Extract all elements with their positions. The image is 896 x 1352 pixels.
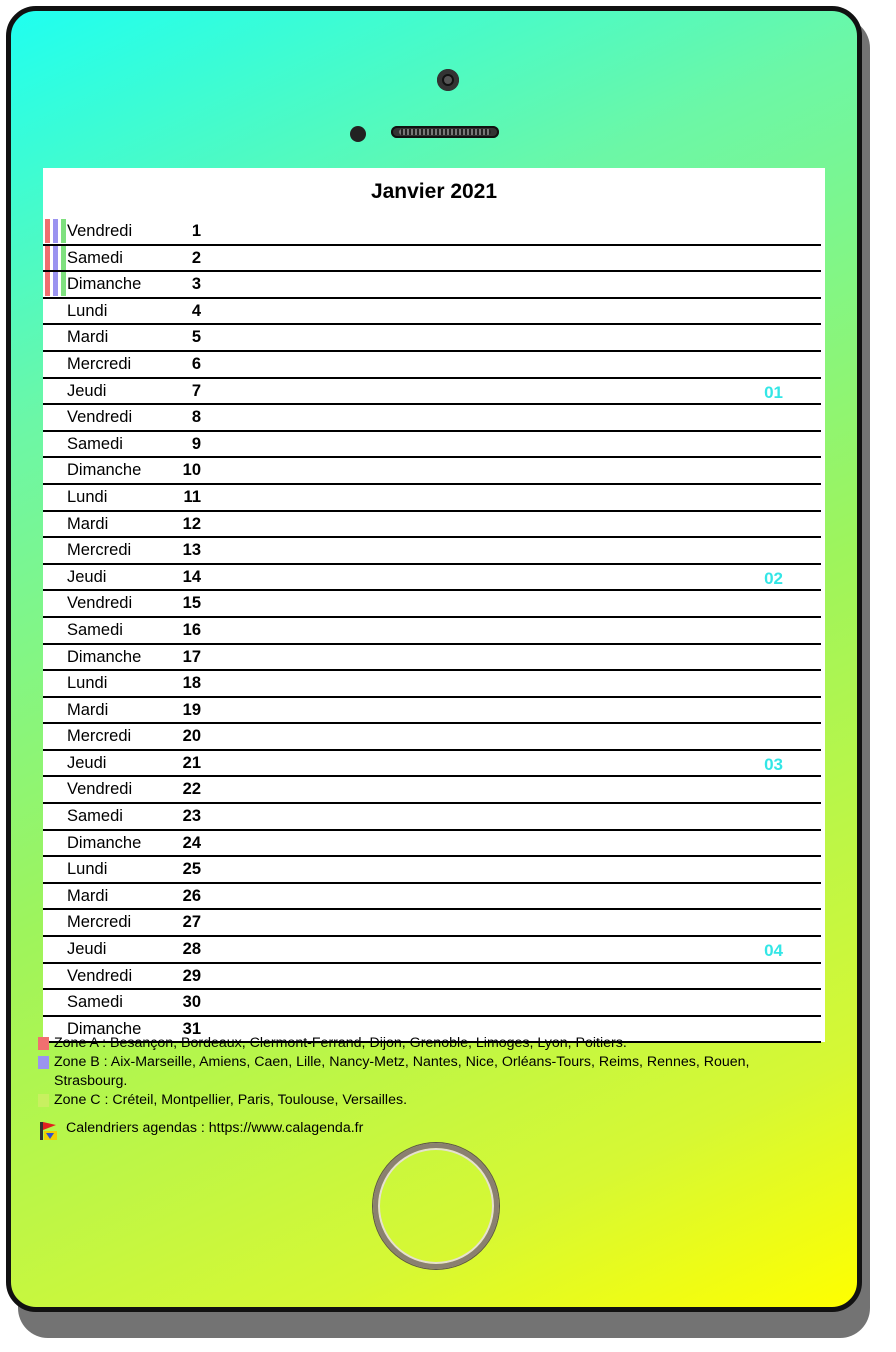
day-row	[43, 910, 821, 937]
day-number: 13	[182, 541, 201, 560]
day-number: 23	[182, 807, 201, 826]
day-number: 22	[182, 780, 201, 799]
holiday-zone-marker	[61, 272, 66, 296]
footer-link[interactable]: Calendriers agendas : https://www.calagenda.fr	[66, 1120, 364, 1136]
day-number: 19	[182, 700, 201, 719]
day-number: 30	[182, 993, 201, 1012]
day-number: 28	[182, 940, 201, 959]
day-name: Vendredi	[67, 222, 133, 240]
week-number: 02	[764, 568, 783, 588]
day-row	[43, 804, 821, 831]
day-name: Jeudi	[67, 940, 107, 959]
zone-c-swatch	[38, 1094, 49, 1107]
day-row	[43, 272, 821, 299]
home-button[interactable]	[373, 1143, 499, 1269]
day-name: Mercredi	[67, 541, 132, 560]
day-number: 7	[191, 381, 201, 400]
day-row	[43, 512, 821, 539]
week-number: 03	[764, 754, 783, 774]
zone-b-swatch	[38, 1056, 49, 1069]
day-name: Dimanche	[67, 275, 142, 294]
day-number: 29	[182, 966, 201, 985]
day-name: Mardi	[67, 886, 109, 905]
day-row	[43, 219, 821, 246]
day-name: Jeudi	[67, 567, 107, 586]
calendar-title: Janvier 2021	[370, 180, 498, 203]
day-number: 12	[182, 514, 201, 533]
camera-icon	[437, 69, 459, 91]
day-number: 27	[182, 913, 201, 932]
footer-credit	[36, 1120, 363, 1136]
day-row	[43, 565, 821, 592]
day-row	[43, 698, 821, 725]
day-number: 31	[182, 1019, 201, 1038]
legend-zone-b	[36, 1053, 816, 1091]
day-row	[43, 964, 821, 991]
day-number: 11	[183, 487, 201, 506]
day-row	[43, 937, 821, 964]
day-name: Vendredi	[67, 780, 133, 799]
day-row	[43, 591, 821, 618]
holiday-zone-marker	[53, 272, 58, 296]
day-name: Mercredi	[67, 354, 132, 373]
holiday-zone-marker	[53, 246, 58, 270]
day-row	[43, 645, 821, 672]
day-name: Dimanche	[67, 833, 142, 852]
day-number: 24	[182, 833, 201, 852]
week-number: 01	[764, 382, 783, 402]
day-row	[43, 884, 821, 911]
calendar-flag-icon	[38, 1120, 60, 1142]
day-row	[43, 458, 821, 485]
legend-zone-a-text: Zone A : Besançon, Bordeaux, Clermont-Ferrand, Dijon, Grenoble, Limoges, Lyon, Poitiers.	[54, 1035, 627, 1051]
day-name: Mardi	[67, 514, 109, 533]
day-number: 10	[182, 461, 201, 480]
holiday-zone-marker	[45, 246, 50, 270]
day-row	[43, 857, 821, 884]
day-name: Samedi	[67, 248, 123, 267]
legend-zone-b-text: Zone B : Aix-Marseille, Amiens, Caen, Lille, Nancy-Metz, Nantes, Nice, Orléans-Tours, Reims, Rennes, Rouen, Strasbourg.	[54, 1054, 750, 1089]
day-name: Lundi	[67, 301, 108, 320]
legend-zone-c	[36, 1091, 816, 1110]
day-name: Vendredi	[67, 966, 133, 985]
day-number: 25	[182, 860, 201, 879]
day-name: Vendredi	[67, 408, 133, 427]
day-row	[43, 724, 821, 751]
day-row	[43, 671, 821, 698]
day-name: Jeudi	[67, 381, 107, 400]
day-number: 21	[182, 753, 201, 772]
day-list	[43, 219, 821, 1043]
day-number: 16	[182, 620, 201, 639]
day-name: Mardi	[67, 328, 109, 347]
day-name: Dimanche	[67, 461, 142, 480]
day-number: 2	[191, 248, 201, 267]
calendar-sheet	[43, 168, 825, 1042]
day-number: 18	[182, 674, 201, 693]
day-name: Lundi	[67, 487, 108, 506]
day-row	[43, 405, 821, 432]
day-row	[43, 432, 821, 459]
day-row	[43, 246, 821, 273]
day-number: 6	[191, 354, 201, 373]
phone-frame	[6, 6, 862, 1312]
day-row	[43, 990, 821, 1017]
day-row	[43, 379, 821, 406]
day-number: 26	[182, 886, 201, 905]
zone-a-swatch	[38, 1037, 49, 1050]
legend-zone-a	[36, 1034, 816, 1053]
day-number: 1	[191, 222, 201, 240]
day-row	[43, 538, 821, 565]
zone-legend	[36, 1034, 816, 1110]
day-name: Lundi	[67, 860, 108, 879]
day-row	[43, 325, 821, 352]
holiday-zone-marker	[61, 219, 66, 243]
day-number: 9	[191, 434, 201, 453]
day-name: Vendredi	[67, 594, 133, 613]
day-number: 5	[191, 328, 201, 347]
day-row	[43, 485, 821, 512]
day-number: 14	[182, 567, 201, 586]
day-name: Jeudi	[67, 753, 107, 772]
holiday-zone-marker	[61, 246, 66, 270]
day-number: 3	[191, 275, 201, 294]
day-number: 17	[182, 647, 201, 666]
week-number: 04	[764, 941, 783, 961]
legend-zone-c-text: Zone C : Créteil, Montpellier, Paris, Toulouse, Versailles.	[54, 1092, 408, 1108]
day-name: Samedi	[67, 807, 123, 826]
day-row	[43, 299, 821, 326]
day-row	[43, 831, 821, 858]
day-name: Dimanche	[67, 1019, 142, 1038]
sensor-icon	[350, 126, 366, 142]
day-number: 15	[182, 594, 201, 613]
day-name: Mercredi	[67, 913, 132, 932]
day-row	[43, 352, 821, 379]
holiday-zone-marker	[45, 272, 50, 296]
day-name: Samedi	[67, 620, 123, 639]
day-name: Lundi	[67, 674, 108, 693]
day-name: Samedi	[67, 993, 123, 1012]
holiday-zone-marker	[45, 219, 50, 243]
day-name: Mardi	[67, 700, 109, 719]
day-name: Samedi	[67, 434, 123, 453]
day-number: 4	[191, 301, 201, 320]
day-row	[43, 751, 821, 778]
speaker-grille	[391, 126, 499, 138]
day-name: Mercredi	[67, 727, 132, 746]
day-number: 8	[191, 408, 201, 427]
day-name: Dimanche	[67, 647, 142, 666]
day-number: 20	[182, 727, 201, 746]
day-row	[43, 777, 821, 804]
day-row	[43, 618, 821, 645]
holiday-zone-marker	[53, 219, 58, 243]
